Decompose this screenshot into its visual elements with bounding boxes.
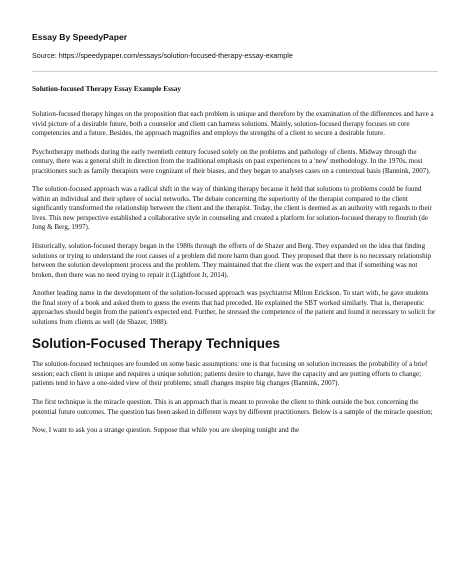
paragraph: The solution-focused techniques are founded on some basic assumptions: one is that focusing on solution increases the probability of a brief session; each client is unique and requires a unique solution; patients desire to change, have the capacity and are putting efforts to change; patients tend to have a one-sided view of their problems; small changes inspire big changes (Bannink, 2007).	[32, 360, 428, 388]
paragraph: The solution-focused approach was a radical shift in the way of thinking therapy because it held that solutions to problems could be found within an individual and their sphere of social networks. The debate concerning the superiority of the therapist compared to the client significantly transformed the relationship between the client and the therapist. Today, the client is deemed as an authority with regards to their lives. This new perspective established a collaborative style in counseling and created a platform for solution-focused therapy to flourish (de Jong & Berg, 1997).	[32, 185, 432, 232]
document-title: Solution-focused Therapy Essay Example Essay	[32, 84, 182, 93]
paragraph: Psychotherapy methods during the early twentieth century focused solely on the problems and pathology of clients. Midway through the century, there was a general shift in direction from the traditional emphasis on past experiences to a 'new' methodology. In the 1970s, most practitioners such as family therapists were cognizant of their biases, and they began to analyses cases on a contextual basis (Bannink, 2007).	[32, 147, 431, 175]
section-heading: Solution-Focused Therapy Techniques	[32, 336, 281, 352]
source-line: Source: https://speedypaper.com/essays/solution-focused-therapy-essay-example	[32, 51, 293, 60]
brand-title: Essay By SpeedyPaper	[32, 32, 128, 42]
paragraph: The first technique is the miracle question. This is an approach that is meant to provoke the client to think outside the box concerning the potential future outcomes. The question has been asked in different ways by different practitioners. Below is a sample of the miracle question;	[32, 398, 433, 416]
paragraph: Another leading name in the development of the solution-focused approach was psychiatrist Milton Erickson. To start with, he gave students the final story of a book and asked them to guess the events that had preceded. He explained the SBT worked similarly. That is, therapeutic approaches should begin from the patient's expected end. Further, he stressed the competence of the patient and found it necessary to solicit for solutions from clients as well (de Shazer, 1988).	[32, 289, 436, 326]
paragraph: Now, I want to ask you a strange question. Suppose that while you are sleeping tonight and the	[32, 426, 300, 435]
essay-body	[32, 110, 438, 436]
paragraph: Solution-focused therapy hinges on the proposition that each problem is unique and therefore by the examination of the differences and have a vivid picture of a desirable future, both a counselor and client can harness solutions. Mainly, solution-focused therapy focuses on core competencies and a future. Besides, the approach magnifies and employs the strengths of a client to secure a desirable future.	[32, 110, 434, 138]
header-divider	[32, 71, 438, 72]
paragraph: Historically, solution-focused therapy began in the 1980s through the efforts of de Shazer and Berg. They expanded on the idea that finding solutions or trying to understand the root causes of a problem did more harm than good. They proposed that there is no necessary relationship between the solution development process and the problem. They maintained that the client was the expert and that if something was not broken, then there was no need trying to repair it (Lightfoot Jr, 2014).	[32, 242, 432, 279]
